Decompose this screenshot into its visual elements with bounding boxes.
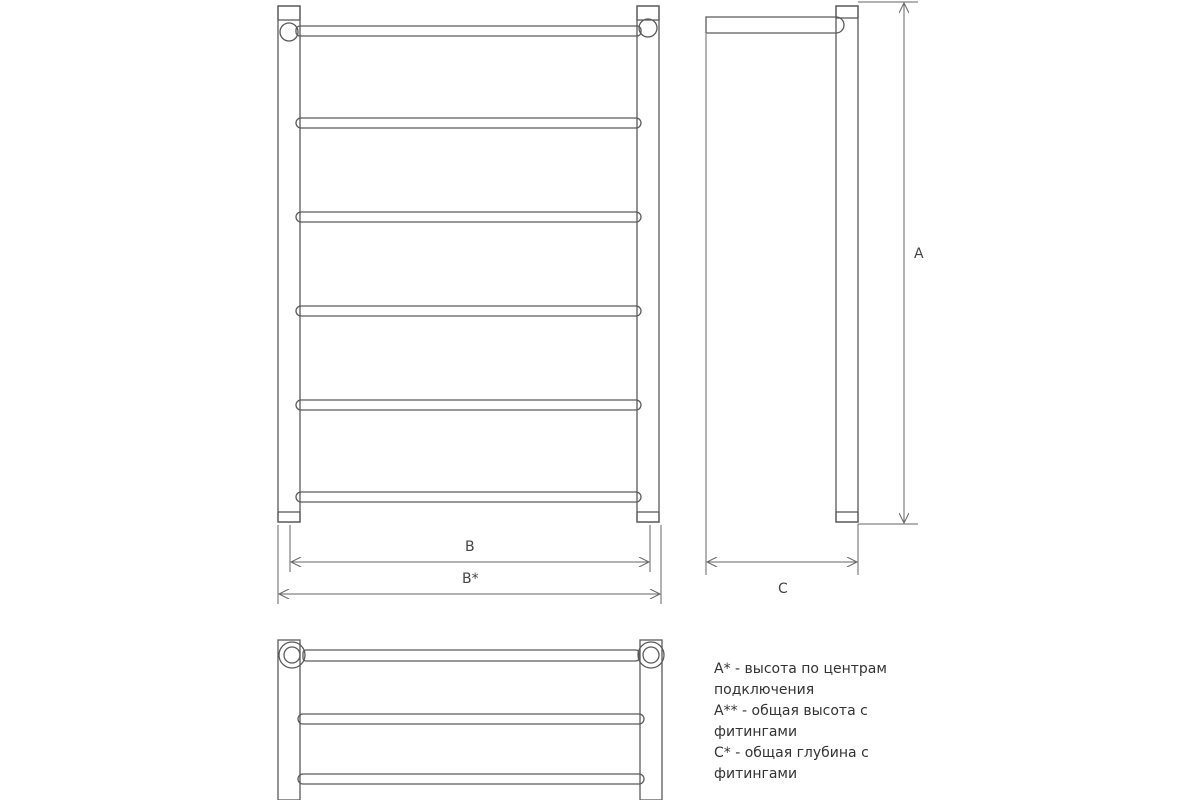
dimension-c [706,34,858,575]
right-post [637,6,659,522]
legend-line: A* - высота по центрам [714,661,887,677]
bottom-right-fitting-outer [638,642,664,668]
crossbar [296,492,641,502]
side-post-bottom-cap [836,512,858,522]
dimension-b-star [278,525,661,604]
right-post-top-cap [637,6,659,20]
legend-line: фитингами [714,766,798,782]
right-post-bottom-cap [637,512,659,522]
bottom-left-post [278,640,300,800]
side-top-arm [706,17,844,33]
bottom-view [278,640,664,800]
side-view [706,6,858,522]
left-post-bottom-cap [278,512,300,522]
right-top-fitting [639,19,657,37]
dimension-label-c: C [778,581,788,597]
legend [714,659,914,785]
top-bar [296,26,641,36]
dimension-label-b: B [465,539,475,555]
dimension-a [858,2,918,524]
legend-line: подключения [714,682,815,698]
dimension-label-b-star: B* [462,571,479,587]
crossbar [296,212,641,222]
crossbars [296,118,641,502]
crossbar [296,400,641,410]
crossbar [296,306,641,316]
side-post-top-cap [836,6,858,18]
bottom-left-fitting-outer [279,642,305,668]
front-view [278,6,659,522]
bottom-left-fitting-inner [284,647,300,663]
left-top-fitting [280,23,298,41]
legend-line: C* - общая глубина с [714,745,869,761]
crossbar [296,118,641,128]
dimension-label-a: A [914,246,924,262]
left-post-top-cap [278,6,300,20]
legend-line: A** - общая высота с [714,703,868,719]
legend-line: фитингами [714,724,798,740]
left-post [278,6,300,522]
bottom-crossbar [298,774,644,784]
bottom-top-bar [303,650,639,661]
side-post [836,6,858,522]
bottom-right-fitting-inner [643,647,659,663]
bottom-crossbar [298,714,644,724]
